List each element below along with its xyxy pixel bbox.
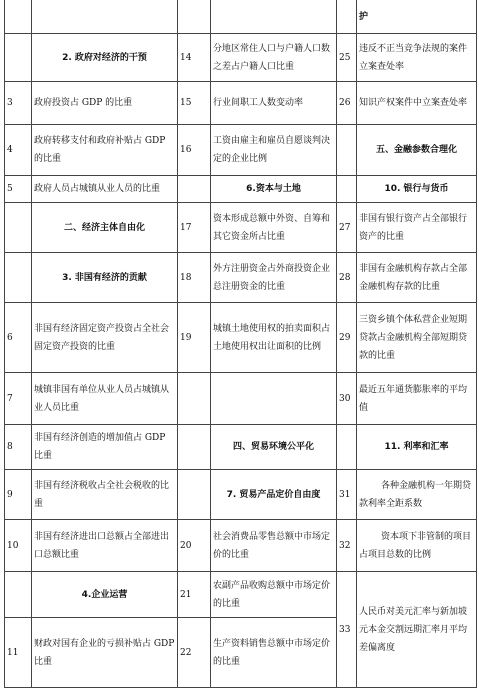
index-cell <box>178 373 211 425</box>
category-heading: 4.企业运营 <box>32 572 178 618</box>
indicator-cell: 违反不正当竞争法规的案件立案查处率 <box>357 34 477 82</box>
index-cell: 3 <box>5 82 32 125</box>
indicator-cell: 资本项下非管制的项目占项目总数的比例 <box>357 520 477 572</box>
index-cell <box>337 0 357 34</box>
section-heading: 二、经济主体自由化 <box>32 203 178 253</box>
table-row <box>5 303 477 373</box>
indicator-cell: 行业间职工人数变动率 <box>211 82 337 125</box>
category-heading: 7. 贸易产品定价自由度 <box>211 470 337 520</box>
index-cell <box>5 253 32 303</box>
indicator-cell: 城镇非国有单位从业人员占城镇从业人员比重 <box>32 373 178 425</box>
index-cell: 32 <box>337 520 357 572</box>
index-cell: 11 <box>5 618 32 688</box>
section-heading: 五、金融参数合理化 <box>357 125 477 176</box>
table-row <box>5 373 477 425</box>
indicator-cell: 非国有经济固定资产投资占全社会固定资产投资的比重 <box>32 303 178 373</box>
index-cell <box>337 125 357 176</box>
index-cell: 17 <box>178 203 211 253</box>
indicator-cell <box>32 0 178 34</box>
index-cell: 29 <box>337 303 357 373</box>
indicator-cell: 农副产品收购总额中市场定价的比重 <box>211 572 337 618</box>
table-row <box>5 203 477 253</box>
index-cell: 22 <box>178 618 211 688</box>
index-cell: 20 <box>178 520 211 572</box>
table-row <box>5 572 477 618</box>
indicator-cell: 外方注册资金占外商投资企业总注册资金的比重 <box>211 253 337 303</box>
table-row <box>5 425 477 470</box>
index-cell <box>178 176 211 203</box>
indicator-cell: 非国有经济税收占全社会税收的比重 <box>32 470 178 520</box>
index-cell <box>5 0 32 34</box>
section-heading: 四、贸易环境公平化 <box>211 425 337 470</box>
index-cell: 18 <box>178 253 211 303</box>
indicator-cell <box>211 0 337 34</box>
indicator-cell: 财政对国有企业的亏损补贴占 GDP 比重 <box>32 618 178 688</box>
index-cell: 10 <box>5 520 32 572</box>
table-row <box>5 176 477 203</box>
table-row <box>5 125 477 176</box>
table-row <box>5 253 477 303</box>
index-cell: 19 <box>178 303 211 373</box>
indicator-cell: 最近五年通货膨胀率的平均值 <box>357 373 477 425</box>
index-cell: 33 <box>337 572 357 688</box>
index-cell: 6 <box>5 303 32 373</box>
indicator-cell: 非国有经济进出口总额占全部进出口总额比重 <box>32 520 178 572</box>
index-cell: 5 <box>5 176 32 203</box>
index-cell: 31 <box>337 470 357 520</box>
index-cell: 15 <box>178 82 211 125</box>
index-cell: 30 <box>337 373 357 425</box>
indicator-cell: 政府人员占城镇从业人员的比重 <box>32 176 178 203</box>
table-row <box>5 520 477 572</box>
category-heading: 11. 利率和汇率 <box>357 425 477 470</box>
index-cell: 28 <box>337 253 357 303</box>
indicator-cell: 人民币对美元汇率与新加坡元本金交割远期汇率月平均差偏离度 <box>357 572 477 688</box>
index-cell: 26 <box>337 82 357 125</box>
index-cell: 25 <box>337 34 357 82</box>
indicator-cell: 政府转移支付和政府补贴占 GDP 的比重 <box>32 125 178 176</box>
index-cell: 4 <box>5 125 32 176</box>
indicator-cell: 资本形成总额中外资、自筹和其它资金所占比重 <box>211 203 337 253</box>
table-row <box>5 34 477 82</box>
index-cell: 7 <box>5 373 32 425</box>
index-cell <box>5 572 32 618</box>
category-heading: 6.资本与土地 <box>211 176 337 203</box>
indicator-table <box>4 0 477 688</box>
table-row <box>5 82 477 125</box>
index-cell <box>5 34 32 82</box>
indicator-cell: 社会消费品零售总额中市场定价的比重 <box>211 520 337 572</box>
index-cell: 9 <box>5 470 32 520</box>
table-row <box>5 0 477 34</box>
indicator-cell: 三资乡镇个体私营企业短期贷款占金融机构全部短期贷款的比重 <box>357 303 477 373</box>
index-cell <box>178 425 211 470</box>
category-heading: 2. 政府对经济的干预 <box>32 34 178 82</box>
table-row <box>5 470 477 520</box>
index-cell: 14 <box>178 34 211 82</box>
index-cell: 21 <box>178 572 211 618</box>
index-cell <box>5 203 32 253</box>
indicator-cell: 分地区常住人口与户籍人口数之差占户籍人口比重 <box>211 34 337 82</box>
index-cell <box>178 470 211 520</box>
index-cell <box>337 425 357 470</box>
index-cell: 16 <box>178 125 211 176</box>
index-cell: 8 <box>5 425 32 470</box>
indicator-cell: 各种金融机构一年期贷款利率全距系数 <box>357 470 477 520</box>
index-cell <box>337 176 357 203</box>
index-cell: 27 <box>337 203 357 253</box>
indicator-cell: 非国有银行资产占全部银行资产的比重 <box>357 203 477 253</box>
indicator-cell <box>211 373 337 425</box>
indicator-cell: 护 <box>357 0 477 34</box>
indicator-cell: 城镇土地使用权的拍卖面积占土地使用权出让面积的比例 <box>211 303 337 373</box>
indicator-cell: 知识产权案件中立案查处率 <box>357 82 477 125</box>
indicator-cell: 非国有金融机构存款占全部金融机构存款的比重 <box>357 253 477 303</box>
indicator-cell: 生产资料销售总额中市场定价的比重 <box>211 618 337 688</box>
index-cell <box>178 0 211 34</box>
indicator-cell: 工资由雇主和雇员自愿谈判决定的企业比例 <box>211 125 337 176</box>
category-heading: 10. 银行与货币 <box>357 176 477 203</box>
category-heading: 3. 非国有经济的贡献 <box>32 253 178 303</box>
indicator-cell: 政府投资占 GDP 的比重 <box>32 82 178 125</box>
indicator-cell: 非国有经济创造的增加值占 GDP 比重 <box>32 425 178 470</box>
